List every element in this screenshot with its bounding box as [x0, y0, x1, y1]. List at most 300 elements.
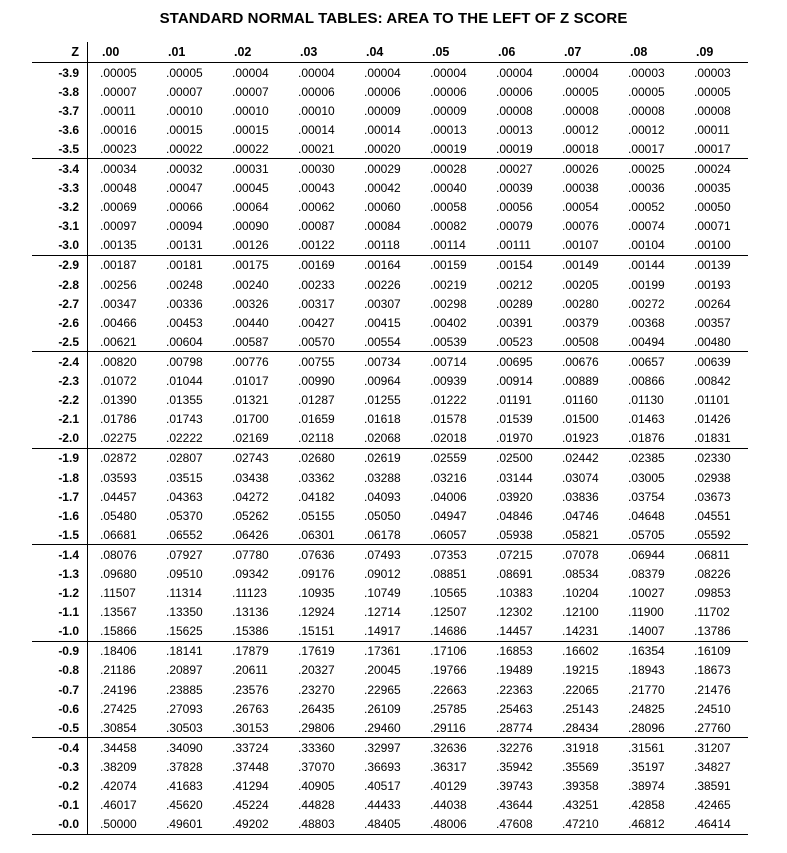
probability-cell: .00015 [166, 122, 203, 137]
probability-cell: .00094 [166, 219, 203, 234]
probability-cell: .01160 [562, 393, 598, 408]
probability-cell: .21186 [100, 663, 136, 678]
probability-cell: .40129 [430, 779, 467, 794]
probability-cell: .26109 [364, 701, 401, 716]
probability-cell: .32276 [496, 740, 533, 755]
probability-cell: .09176 [298, 566, 335, 581]
probability-cell: .17106 [430, 644, 467, 659]
probability-cell: .39743 [496, 779, 533, 794]
probability-cell: .30153 [232, 720, 269, 735]
probability-cell: .00004 [430, 65, 467, 80]
probability-cell: .00056 [496, 200, 533, 215]
z-score-cell: -0.3 [32, 757, 88, 776]
probability-cell: .00082 [430, 219, 467, 234]
probability-cell: .35197 [628, 759, 665, 774]
probability-cell: .00154 [496, 258, 533, 273]
probability-cell: .01321 [232, 393, 269, 408]
probability-cell: .28774 [496, 720, 533, 735]
probability-cell: .42858 [628, 798, 665, 813]
z-score-cell: -0.4 [32, 738, 88, 757]
probability-cell: .34458 [100, 740, 137, 755]
probability-cell: .41683 [166, 779, 203, 794]
probability-cell: .01355 [166, 393, 203, 408]
table-row [32, 372, 748, 391]
probability-cell: .05262 [232, 508, 269, 523]
z-score-cell: -0.5 [32, 718, 88, 737]
probability-cell: .04648 [628, 508, 665, 523]
z-score-cell: -3.8 [32, 82, 88, 101]
probability-cell: .24510 [694, 701, 731, 716]
probability-cell: .02807 [166, 451, 203, 466]
probability-cell: .05821 [562, 527, 599, 542]
probability-cell: .05050 [364, 508, 401, 523]
probability-cell: .00062 [298, 200, 335, 215]
probability-cell: .44828 [298, 798, 335, 813]
probability-cell: .00017 [628, 141, 665, 156]
table-row [32, 796, 748, 815]
table-header [32, 42, 748, 63]
table-row [32, 564, 748, 583]
probability-cell: .00415 [364, 315, 401, 330]
probability-cell: .00024 [694, 162, 731, 177]
probability-cell: .17361 [364, 644, 401, 659]
z-score-cell: -0.6 [32, 699, 88, 718]
probability-cell: .20327 [298, 663, 335, 678]
z-score-cell: -0.2 [32, 776, 88, 795]
probability-cell: .48803 [298, 817, 335, 832]
table-row [32, 776, 748, 795]
probability-cell: .00755 [298, 354, 335, 369]
probability-cell: .00014 [298, 122, 335, 137]
probability-cell: .00076 [562, 219, 599, 234]
probability-cell: .00193 [694, 277, 731, 292]
probability-cell: .06552 [166, 527, 203, 542]
probability-cell: .00079 [496, 219, 533, 234]
probability-cell: .00104 [628, 238, 665, 253]
probability-cell: .07780 [232, 547, 269, 562]
probability-cell: .03515 [166, 470, 203, 485]
z-column-header: Z [32, 42, 88, 62]
probability-cell: .00298 [430, 296, 467, 311]
probability-cell: .08691 [496, 566, 533, 581]
z-score-cell: -1.3 [32, 564, 88, 583]
probability-cell: .04746 [562, 508, 599, 523]
probability-cell: .03673 [694, 489, 731, 504]
probability-cell: .00010 [232, 103, 269, 118]
probability-cell: .22663 [430, 682, 467, 697]
probability-cell: .01539 [496, 412, 533, 427]
probability-cell: .00047 [166, 181, 203, 196]
probability-cell: .05155 [298, 508, 335, 523]
probability-cell: .00025 [628, 162, 665, 177]
probability-cell: .00022 [232, 141, 269, 156]
probability-cell: .37828 [166, 759, 203, 774]
probability-cell: .13136 [232, 605, 269, 620]
probability-cell: .38974 [628, 779, 665, 794]
probability-cell: .03920 [496, 489, 533, 504]
probability-cell: .00256 [100, 277, 137, 292]
probability-cell: .00508 [562, 334, 599, 349]
probability-cell: .44038 [430, 798, 467, 813]
probability-cell: .00043 [298, 181, 335, 196]
probability-cell: .06057 [430, 527, 467, 542]
probability-cell: .04457 [100, 489, 137, 504]
column-header: .08 [630, 45, 648, 59]
table-row [32, 738, 748, 757]
probability-cell: .48405 [364, 817, 401, 832]
probability-cell: .05480 [100, 508, 137, 523]
probability-cell: .31561 [628, 740, 665, 755]
table-row [32, 699, 748, 718]
probability-cell: .48006 [430, 817, 467, 832]
probability-cell: .00187 [100, 258, 137, 273]
probability-cell: .08226 [694, 566, 731, 581]
probability-cell: .13567 [100, 605, 137, 620]
probability-cell: .06944 [628, 547, 665, 562]
probability-cell: .10204 [562, 586, 599, 601]
probability-cell: .00005 [562, 84, 599, 99]
table-row [32, 603, 748, 622]
probability-cell: .00071 [694, 219, 731, 234]
probability-cell: .00022 [166, 141, 203, 156]
probability-cell: .01659 [298, 412, 335, 427]
probability-cell: .00914 [496, 374, 533, 389]
probability-cell: .29806 [298, 720, 335, 735]
probability-cell: .12714 [364, 605, 401, 620]
probability-cell: .31918 [562, 740, 599, 755]
probability-cell: .01578 [430, 412, 467, 427]
probability-cell: .37448 [232, 759, 269, 774]
probability-cell: .02385 [628, 451, 665, 466]
probability-cell: .00004 [496, 65, 533, 80]
probability-cell: .29116 [430, 720, 466, 735]
probability-cell: .00604 [166, 334, 203, 349]
probability-cell: .11123 [232, 586, 267, 601]
z-score-cell: -2.2 [32, 391, 88, 410]
probability-cell: .00149 [562, 258, 599, 273]
probability-cell: .30503 [166, 720, 203, 735]
probability-cell: .02118 [298, 431, 334, 446]
probability-cell: .42074 [100, 779, 137, 794]
probability-cell: .00695 [496, 354, 533, 369]
probability-cell: .01191 [496, 393, 532, 408]
probability-cell: .00368 [628, 315, 665, 330]
z-score-cell: -2.4 [32, 352, 88, 371]
probability-cell: .00005 [694, 84, 731, 99]
probability-cell: .20897 [166, 663, 203, 678]
probability-cell: .00480 [694, 334, 731, 349]
z-score-cell: -1.1 [32, 603, 88, 622]
probability-cell: .00029 [364, 162, 401, 177]
probability-cell: .34827 [694, 759, 731, 774]
probability-cell: .00052 [628, 200, 665, 215]
probability-cell: .00212 [496, 277, 533, 292]
probability-cell: .02330 [694, 451, 731, 466]
probability-cell: .00714 [430, 354, 467, 369]
table-row [32, 159, 748, 178]
probability-cell: .00087 [298, 219, 335, 234]
probability-cell: .00036 [628, 181, 665, 196]
column-header: .02 [234, 45, 252, 59]
probability-cell: .00008 [694, 103, 731, 118]
probability-cell: .00006 [364, 84, 401, 99]
table-row [32, 468, 748, 487]
z-score-cell: -1.9 [32, 449, 88, 468]
probability-cell: .14686 [430, 624, 467, 639]
probability-cell: .00126 [232, 238, 269, 253]
probability-cell: .09012 [364, 566, 401, 581]
probability-cell: .32636 [430, 740, 467, 755]
probability-cell: .10749 [364, 586, 401, 601]
probability-cell: .01831 [694, 431, 731, 446]
probability-cell: .00240 [232, 277, 269, 292]
probability-cell: .18141 [166, 644, 203, 659]
probability-cell: .19489 [496, 663, 533, 678]
probability-cell: .14007 [628, 624, 665, 639]
probability-cell: .18943 [628, 663, 665, 678]
probability-cell: .04551 [694, 508, 731, 523]
probability-cell: .02619 [364, 451, 401, 466]
probability-cell: .00032 [166, 162, 203, 177]
probability-cell: .00205 [562, 277, 599, 292]
probability-cell: .00018 [562, 141, 599, 156]
probability-cell: .32997 [364, 740, 401, 755]
probability-cell: .02743 [232, 451, 269, 466]
probability-cell: .03288 [364, 470, 401, 485]
z-score-cell: -3.1 [32, 217, 88, 236]
probability-cell: .11702 [694, 605, 730, 620]
probability-cell: .16354 [628, 644, 665, 659]
probability-cell: .00005 [166, 65, 203, 80]
probability-cell: .00060 [364, 200, 401, 215]
probability-cell: .18673 [694, 663, 731, 678]
probability-cell: .01017 [232, 374, 269, 389]
probability-cell: .11314 [166, 586, 202, 601]
probability-cell: .00199 [628, 277, 665, 292]
probability-cell: .00026 [562, 162, 599, 177]
probability-cell: .00023 [100, 141, 137, 156]
probability-cell: .00016 [100, 122, 137, 137]
probability-cell: .03362 [298, 470, 335, 485]
probability-cell: .06811 [694, 547, 730, 562]
probability-cell: .02938 [694, 470, 731, 485]
probability-cell: .00084 [364, 219, 401, 234]
probability-cell: .46812 [628, 817, 665, 832]
probability-cell: .41294 [232, 779, 269, 794]
probability-cell: .02275 [100, 431, 137, 446]
column-header: .03 [300, 45, 318, 59]
probability-cell: .00038 [562, 181, 599, 196]
z-score-cell: -2.3 [32, 372, 88, 391]
table-row [32, 545, 748, 564]
probability-cell: .15866 [100, 624, 137, 639]
probability-cell: .00027 [496, 162, 533, 177]
probability-cell: .00181 [166, 258, 203, 273]
probability-cell: .00048 [100, 181, 137, 196]
probability-cell: .07636 [298, 547, 335, 562]
probability-cell: .30854 [100, 720, 137, 735]
probability-cell: .20045 [364, 663, 401, 678]
probability-cell: .03216 [430, 470, 467, 485]
probability-cell: .04093 [364, 489, 401, 504]
probability-cell: .00657 [628, 354, 665, 369]
probability-cell: .24196 [100, 682, 137, 697]
probability-cell: .01426 [694, 412, 731, 427]
probability-cell: .21476 [694, 682, 731, 697]
probability-cell: .00118 [364, 238, 400, 253]
probability-cell: .01500 [562, 412, 599, 427]
probability-cell: .02442 [562, 451, 599, 466]
probability-cell: .00820 [100, 354, 137, 369]
probability-cell: .00008 [628, 103, 665, 118]
probability-cell: .00100 [694, 238, 731, 253]
probability-cell: .02068 [364, 431, 401, 446]
table-row [32, 179, 748, 198]
probability-cell: .00064 [232, 200, 269, 215]
probability-cell: .00379 [562, 315, 599, 330]
probability-cell: .00090 [232, 219, 269, 234]
table-row [32, 391, 748, 410]
probability-cell: .34090 [166, 740, 203, 755]
z-score-cell: -2.7 [32, 294, 88, 313]
z-score-cell: -0.1 [32, 796, 88, 815]
probability-cell: .14457 [496, 624, 533, 639]
probability-cell: .00012 [562, 122, 599, 137]
probability-cell: .22363 [496, 682, 533, 697]
probability-cell: .18406 [100, 644, 137, 659]
probability-cell: .00347 [100, 296, 137, 311]
probability-cell: .09510 [166, 566, 203, 581]
table-row [32, 256, 748, 275]
probability-cell: .01222 [430, 393, 467, 408]
table-row [32, 487, 748, 506]
table-row [32, 661, 748, 680]
probability-cell: .00030 [298, 162, 335, 177]
probability-cell: .23270 [298, 682, 335, 697]
probability-cell: .46017 [100, 798, 137, 813]
probability-cell: .17879 [232, 644, 269, 659]
probability-cell: .07493 [364, 547, 401, 562]
probability-cell: .23576 [232, 682, 269, 697]
probability-cell: .01618 [364, 412, 401, 427]
table-row [32, 198, 748, 217]
probability-cell: .00453 [166, 315, 203, 330]
probability-cell: .11900 [628, 605, 664, 620]
probability-cell: .11507 [100, 586, 136, 601]
probability-cell: .43251 [562, 798, 599, 813]
probability-cell: .00336 [166, 296, 203, 311]
probability-cell: .00391 [496, 315, 533, 330]
z-table [32, 42, 748, 835]
probability-cell: .00007 [232, 84, 269, 99]
z-score-cell: -1.2 [32, 584, 88, 603]
probability-cell: .25785 [430, 701, 467, 716]
z-score-cell: -3.2 [32, 198, 88, 217]
probability-cell: .40517 [364, 779, 401, 794]
z-score-cell: -2.6 [32, 313, 88, 332]
column-header: .00 [102, 45, 120, 59]
probability-cell: .05592 [694, 527, 731, 542]
probability-cell: .04846 [496, 508, 533, 523]
probability-cell: .31207 [694, 740, 731, 755]
probability-cell: .00011 [694, 122, 730, 137]
probability-cell: .46414 [694, 817, 731, 832]
probability-cell: .12302 [496, 605, 533, 620]
probability-cell: .09680 [100, 566, 137, 581]
probability-cell: .49202 [232, 817, 269, 832]
probability-cell: .33724 [232, 740, 269, 755]
probability-cell: .00159 [430, 258, 467, 273]
probability-cell: .00050 [694, 200, 731, 215]
probability-cell: .04363 [166, 489, 203, 504]
table-row [32, 101, 748, 120]
probability-cell: .23885 [166, 682, 203, 697]
probability-cell: .00003 [628, 65, 665, 80]
probability-cell: .00114 [430, 238, 466, 253]
probability-cell: .28434 [562, 720, 599, 735]
probability-cell: .15625 [166, 624, 203, 639]
probability-cell: .00676 [562, 354, 599, 369]
probability-cell: .01743 [166, 412, 203, 427]
probability-cell: .03593 [100, 470, 137, 485]
probability-cell: .12100 [562, 605, 599, 620]
probability-cell: .00570 [298, 334, 335, 349]
table-row [32, 429, 748, 449]
probability-cell: .08851 [430, 566, 467, 581]
probability-cell: .00013 [430, 122, 467, 137]
probability-cell: .00326 [232, 296, 269, 311]
column-header: .09 [696, 45, 714, 59]
probability-cell: .01044 [166, 374, 203, 389]
probability-cell: .00494 [628, 334, 665, 349]
probability-cell: .01970 [496, 431, 533, 446]
probability-cell: .00097 [100, 219, 137, 234]
probability-cell: .00003 [694, 65, 731, 80]
z-score-cell: -0.7 [32, 680, 88, 699]
probability-cell: .37070 [298, 759, 335, 774]
table-row [32, 449, 748, 468]
probability-cell: .07078 [562, 547, 599, 562]
probability-cell: .00074 [628, 219, 665, 234]
probability-cell: .00004 [364, 65, 401, 80]
page-title: STANDARD NORMAL TABLES: AREA TO THE LEFT OF Z SCORE [159, 10, 628, 27]
probability-cell: .16602 [562, 644, 599, 659]
probability-cell: .00264 [694, 296, 731, 311]
probability-cell: .27425 [100, 701, 137, 716]
table-row [32, 410, 748, 429]
z-score-cell: -2.0 [32, 429, 88, 448]
probability-cell: .38591 [694, 779, 731, 794]
table-row [32, 217, 748, 236]
probability-cell: .00842 [694, 374, 731, 389]
probability-cell: .00008 [562, 103, 599, 118]
probability-cell: .15386 [232, 624, 269, 639]
z-score-cell: -0.0 [32, 815, 88, 834]
probability-cell: .19766 [430, 663, 467, 678]
probability-cell: .09853 [694, 586, 731, 601]
probability-cell: .00111 [496, 238, 531, 253]
probability-cell: .44433 [364, 798, 401, 813]
probability-cell: .08076 [100, 547, 137, 562]
probability-cell: .00289 [496, 296, 533, 311]
probability-cell: .36693 [364, 759, 401, 774]
probability-cell: .00007 [166, 84, 203, 99]
column-header: .06 [498, 45, 516, 59]
table-row [32, 622, 748, 642]
table-row [32, 139, 748, 159]
probability-cell: .00066 [166, 200, 203, 215]
probability-cell: .00035 [694, 181, 731, 196]
